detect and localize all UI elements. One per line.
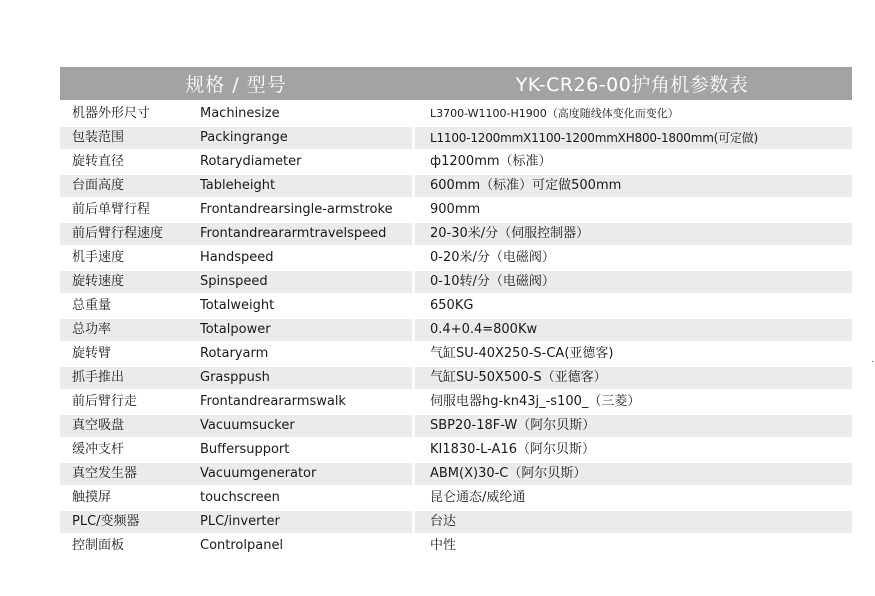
table-body: [60, 103, 852, 557]
param-name-cn: 真空吸盘: [60, 415, 197, 437]
table-row: [60, 463, 852, 485]
param-name-cn: 真空发生器: [60, 463, 197, 485]
param-name-en: Frontandreararmswalk: [200, 394, 346, 409]
param-name-en: Rotaryarm: [200, 346, 269, 361]
param-name-en: Totalweight: [200, 298, 275, 313]
param-value: 气缸SU-40X250-S-CA(亚德客): [430, 346, 614, 361]
param-value: 600mm（标准）可定做500mm: [415, 175, 852, 197]
table-row: [60, 415, 852, 437]
param-name-en: Handspeed: [200, 250, 274, 265]
param-name-cn: 总重量: [72, 298, 112, 313]
table-row: [60, 175, 852, 197]
param-value: KI1830-L-A16（阿尔贝斯）: [430, 442, 595, 457]
param-value: 20-30米/分（伺服控制器）: [415, 223, 852, 245]
header-spec-model: 规格 / 型号: [185, 74, 287, 96]
header-table-title: YK-CR26-00护角机参数表: [515, 74, 749, 96]
param-name-cn: 旋转速度: [60, 271, 197, 293]
param-value: 昆仑通态/威纶通: [430, 490, 526, 505]
param-name-cn: 台面高度: [60, 175, 197, 197]
table-row: [60, 199, 852, 221]
table-row: [60, 247, 852, 269]
param-value: 0-20米/分（电磁阀）: [430, 250, 555, 265]
param-value: 中性: [430, 538, 457, 553]
param-name-cn: 前后臂行程速度: [60, 223, 197, 245]
param-name-cn: 抓手推出: [60, 367, 197, 389]
param-name-en: Grasppush: [197, 367, 412, 389]
table-row: [60, 151, 852, 173]
table-row: [60, 391, 852, 413]
param-value: 0.4+0.4=800Kw: [415, 319, 852, 341]
param-value: L1100-1200mmX1100-1200mmXH800-1800mm(可定做): [415, 127, 852, 149]
param-name-en: Buffersupport: [200, 442, 290, 457]
param-value: 气缸SU-50X500-S（亚德客）: [415, 367, 852, 389]
param-value: SBP20-18F-W（阿尔贝斯）: [415, 415, 852, 437]
param-name-en: Vacuumgenerator: [197, 463, 412, 485]
param-name-en: Rotarydiameter: [200, 154, 302, 169]
param-value: 0-10转/分（电磁阀）: [415, 271, 852, 293]
param-value: 伺服电器hg-kn43j_-s100_（三菱）: [430, 394, 641, 409]
param-name-cn: 总功率: [60, 319, 197, 341]
param-name-cn: 前后臂行走: [72, 394, 138, 409]
spec-table: [60, 67, 852, 559]
table-row: [60, 319, 852, 341]
table-row: [60, 103, 852, 125]
param-name-en: Frontandrearsingle-armstroke: [200, 202, 393, 217]
table-row: [60, 367, 852, 389]
param-name-cn: 机器外形尺寸: [72, 106, 151, 121]
param-name-cn: 控制面板: [72, 538, 125, 553]
table-row: [60, 343, 852, 365]
table-row: [60, 487, 852, 509]
param-value: L3700-W1100-H1900（高度随线体变化而变化）: [430, 107, 679, 120]
table-row: [60, 511, 852, 533]
param-name-en: Vacuumsucker: [197, 415, 412, 437]
param-name-cn: 缓冲支杆: [72, 442, 125, 457]
table-row: [60, 439, 852, 461]
param-name-en: Tableheight: [197, 175, 412, 197]
param-value: 台达: [415, 511, 852, 533]
param-value: 650KG: [430, 298, 474, 313]
param-name-cn: 前后单臂行程: [72, 202, 151, 217]
param-value: ABM(X)30-C（阿尔贝斯）: [415, 463, 852, 485]
table-row: [60, 271, 852, 293]
table-row: [60, 295, 852, 317]
table-row: [60, 127, 852, 149]
param-name-en: Controlpanel: [200, 538, 284, 553]
param-name-cn: 包装范围: [60, 127, 197, 149]
param-name-cn: PLC/变频器: [60, 511, 197, 533]
param-value: ф1200mm（标准）: [430, 154, 552, 169]
param-name-cn: 旋转直径: [72, 154, 125, 169]
param-name-en: PLC/inverter: [197, 511, 412, 533]
param-name-en: Totalpower: [197, 319, 412, 341]
param-name-en: Frontandreararmtravelspeed: [197, 223, 412, 245]
param-name-cn: 机手速度: [72, 250, 125, 265]
param-value: 900mm: [430, 202, 481, 217]
param-name-en: Machinesize: [200, 106, 280, 121]
param-name-cn: 触摸屏: [72, 490, 112, 505]
param-name-en: Packingrange: [197, 127, 412, 149]
table-row: [60, 223, 852, 245]
table-header: [60, 67, 852, 100]
edge-dot: [872, 361, 873, 362]
table-row: [60, 535, 852, 557]
param-name-cn: 旋转臂: [72, 346, 112, 361]
param-name-en: Spinspeed: [197, 271, 412, 293]
param-name-en: touchscreen: [200, 490, 280, 505]
